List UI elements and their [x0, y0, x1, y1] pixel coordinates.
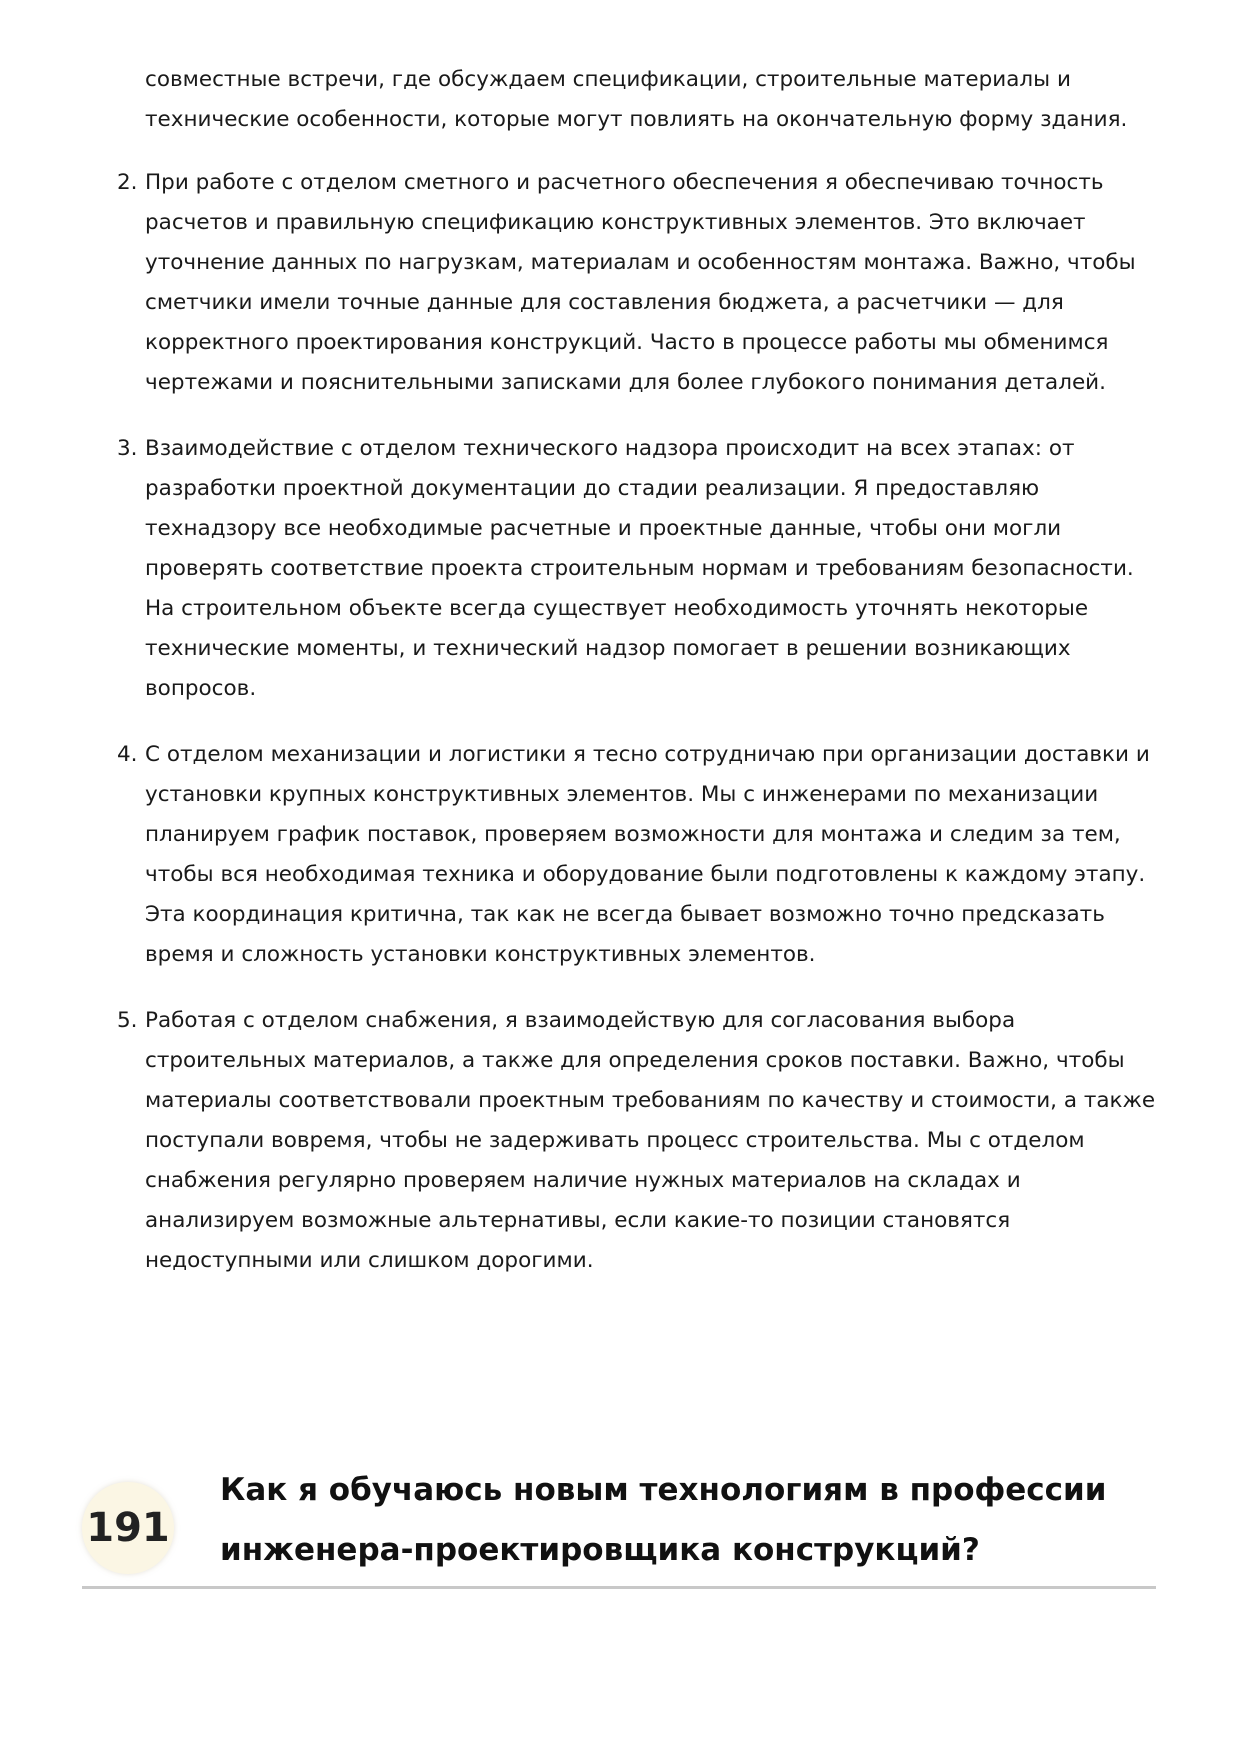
list-item-number: 3.	[117, 436, 138, 461]
list-item-text: С отделом механизации и логистики я тесно сотрудничаю при организации доставки и установки крупных конструктивных элементов. Мы с инженерами по механизации планируем график поставок, проверяем возможности для монтажа и следим за тем, чтобы вся необходимая техника и оборудование были подготовлены к каждому этапу. Эта координация критична, так как не всегда бывает возможно точно предсказать время и сложность установки конструктивных элементов.	[145, 742, 1150, 967]
list-item-text: Работая с отделом снабжения, я взаимодействую для согласования выбора строительных материалов, а также для определения сроков поставки. Важно, чтобы материалы соответствовали проектным требованиям по качеству и стоимости, а также поступали вовремя, чтобы не задерживать процесс строительства. Мы с отделом снабжения регулярно проверяем наличие нужных материалов на складах и анализируем возможные альтернативы, если какие-то позиции становятся недоступными или слишком дорогими.	[145, 1008, 1156, 1273]
section-header	[82, 1460, 1156, 1589]
list-item	[112, 1001, 1157, 1281]
continuation-paragraph: совместные встречи, где обсуждаем спецификации, строительные материалы и технические особенности, которые могут повлиять на окончательную форму здания.	[145, 67, 1128, 132]
list-item	[112, 429, 1157, 709]
list-item	[112, 163, 1157, 403]
list-item-text: Взаимодействие с отделом технического надзора происходит на всех этапах: от разработки проектной документации до стадии реализации. Я предоставляю технадзору все необходимые расчетные и проектные данные, чтобы они могли проверять соответствие проекта строительным нормам и требованиям безопасности. На строительном объекте всегда существует необходимость уточнять некоторые технические моменты, и технический надзор помогает в решении возникающих вопросов.	[145, 436, 1134, 701]
section-number-badge: 191	[82, 1482, 174, 1574]
section-title: Как я обучаюсь новым технологиям в профессии инженера-проектировщика конструкций?	[220, 1472, 1107, 1568]
list-item-number: 5.	[117, 1008, 138, 1033]
list-item-number: 4.	[117, 742, 138, 767]
list-item-number: 2.	[117, 170, 138, 195]
numbered-list	[112, 163, 1157, 1307]
list-item-text: При работе с отделом сметного и расчетного обеспечения я обеспечиваю точность расчетов и правильную спецификацию конструктивных элементов. Это включает уточнение данных по нагрузкам, материалам и особенностям монтажа. Важно, чтобы сметчики имели точные данные для составления бюджета, а расчетчики — для корректного проектирования конструкций. Часто в процессе работы мы обменимся чертежами и пояснительными записками для более глубокого понимания деталей.	[145, 170, 1136, 395]
list-item	[112, 735, 1157, 975]
